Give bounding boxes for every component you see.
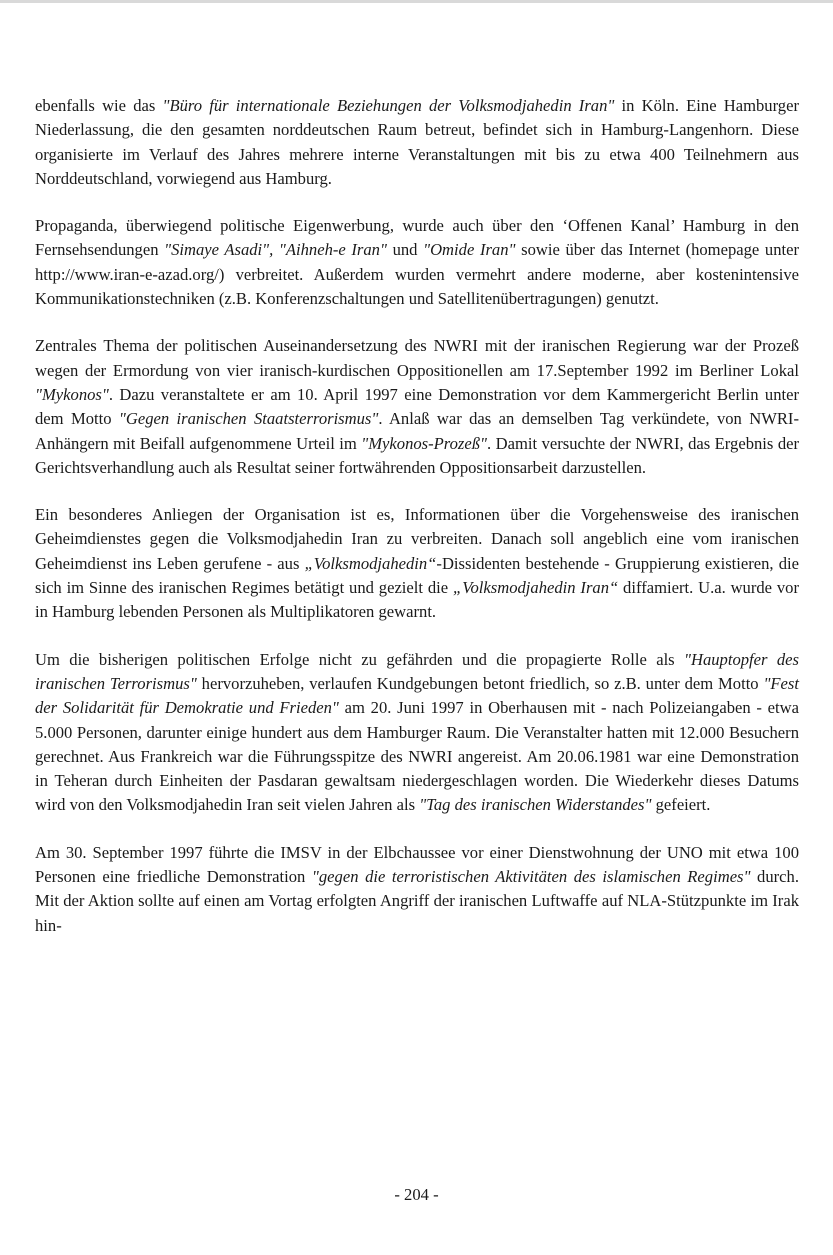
text-run: -Dissidenten bestehende - Gruppierung existieren, die sich im Sinne des iranischen Regimes betätigt und gezielt die [35,553,799,598]
italic-run: „Volksmodjahedin“ [304,553,437,573]
italic-run: "Tag des iranischen Widerstandes" [419,795,652,815]
italic-run: "Hauptopfer des iranischen Terrorismus" [35,649,799,693]
text-run: Ein besonderes Anliegen der Organisation ist es, Informationen über die Vorgehensweise des iranischen Geheimdienstes gegen die Volksmodjahedin Iran zu verbreiten. Danach soll angeblich eine vom iranischen Geheimdienst ins Leben gerufene - aus [35,505,799,573]
text-run: Propaganda, überwiegend politische Eigenwerbung, wurde auch über den ‘Offenen Kanal’ Hamburg in den Fernsehsendungen [35,216,799,260]
italic-run: "Fest der Solidarität für Demokratie und Frieden" [35,673,799,718]
text-run: . Anlaß war das an demselben Tag verkündete, von NWRI-Anhängern mit Beifall aufgenommene Urteil im [35,409,799,453]
paragraph [35,214,799,311]
italic-run: "Mykonos-Prozeß" [361,433,488,453]
paragraph [35,334,799,480]
text-run: . Damit versuchte der NWRI, das Ergebnis der Gerichtsverhandlung auch als Resultat seiner fortwährenden Oppositionsarbeit darzustellen. [35,433,800,477]
paragraph [35,648,799,818]
text-run: ebenfalls wie das [35,96,163,115]
italic-run: "Büro für internationale Beziehungen der Volksmodjahedin Iran" [162,96,615,115]
italic-run: "Simaye Asadi", "Aihneh-e Iran" [164,240,387,260]
paragraph [35,94,799,191]
page-number: - 204 - [394,1185,439,1204]
page-top-edge [0,0,833,3]
text-run: diffamiert. U.a. wurde vor in Hamburg lebenden Personen als Multiplikatoren gewarnt. [35,578,799,622]
text-run: Am 30. September 1997 führte die IMSV in der Elbchaussee vor einer Dienstwohnung der UNO mit etwa 100 Personen eine friedliche Demonstration [35,842,799,887]
body-text [35,94,799,961]
text-run: und [386,240,424,260]
text-run: sowie über das Internet (homepage unter http://www.iran-e-azad.org/) verbreitet. Außerdem wurden vermehrt andere moderne, aber kostenintensive Kommunikationstechniken (z.B. Konferenzschaltungen und Satellitenübertragungen) genutzt. [35,240,800,309]
text-run: in Köln. Eine Hamburger Niederlassung, die den gesamten norddeutschen Raum betreut, befindet sich in Hamburg-Langenhorn. Diese organisierte im Verlauf des Jahres mehrere interne Veranstaltungen mit bis zu etwa 400 Teilnehmern aus Norddeutschland, vorwiegend aus Hamburg. [35,96,799,188]
text-run: Zentrales Thema der politischen Auseinandersetzung des NWRI mit der iranischen Regierung war der Prozeß wegen der Ermordung von vier iranisch-kurdischen Oppositionellen am 17.September 1992 im Berliner Lokal [35,336,799,380]
text-run: hervorzuheben, verlaufen Kundgebungen betont friedlich, so z.B. unter dem Motto [196,673,764,693]
text-run: durch. Mit der Aktion sollte auf einen am Vortag erfolgten Angriff der iranischen Luftwaffe auf NLA-Stützpunkte im Irak hin- [35,867,799,935]
text-run: am 20. Juni 1997 in Oberhausen mit - nach Polizeiangaben - etwa 5.000 Personen, darunter einige hundert aus dem Hamburger Raum. Die Veranstalter hatten mit 12.000 Besuchern gerechnet. Aus Frankreich war die Führungsspitze des NWRI angereist. Am 20.06.1981 war eine Demonstration in Teheran durch Einheiten der Pasdaran gewaltsam niedergeschlagen worden. Die Wiederkehr dieses Datums wird von den Volksmodjahedin Iran seit vielen Jahren als [35,698,799,815]
text-run: gefeiert. [651,795,711,815]
italic-run: "gegen die terroristischen Aktivitäten des islamischen Regimes" [311,867,751,887]
paragraph [35,503,799,624]
italic-run: "Mykonos" [35,384,109,404]
italic-run: "Gegen iranischen Staatsterrorismus" [118,409,379,429]
text-run: Um die bisherigen politischen Erfolge nicht zu gefährden und die propagierte Rolle als [35,649,685,669]
italic-run: „Volksmodjahedin Iran“ [452,578,619,598]
paragraph [35,841,799,938]
text-run: . Dazu veranstaltete er am 10. April 1997 eine Demonstration vor dem Kammergericht Berlin unter dem Motto [35,384,799,429]
italic-run: "Omide Iran" [423,240,516,260]
